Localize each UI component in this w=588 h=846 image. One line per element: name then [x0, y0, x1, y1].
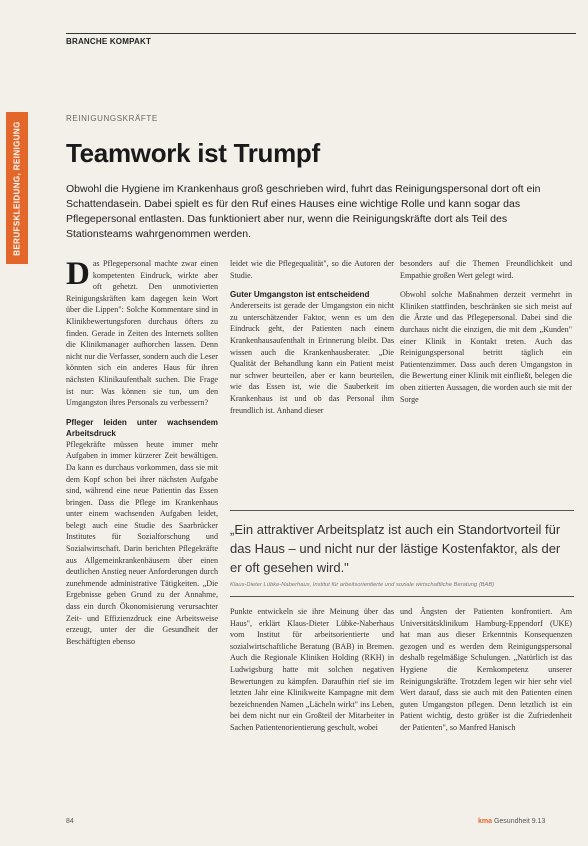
pull-quote: „Ein attraktiver Arbeitsplatz ist auch ein Standortvorteil für das Haus – und nicht nur der lästige Kostenfaktor, als der er oft gesehen wird."	[230, 522, 561, 575]
subheading: Guter Umgangston ist entscheidend	[230, 290, 370, 300]
magazine-logo: kma	[478, 818, 493, 825]
paragraph: Andererseits ist gerade der Umgangston ein nicht zu unterschätzender Faktor, wenn es um den Eindruck geht, der Patienten nach einem Krankenhausaufenthalt in Erinnerung bleibt. Das wissen auch die Krankenhausberater. „Die Qualität der Behandlung kann ein Patient meist nur schwer beurteilen, aber er kann beurteilen, wie das Essen ist, wie die Sauberkeit im Krankenhaus ist und ob das Personal ihm freundlich ist. Anhand dieser	[230, 301, 394, 415]
body-column-2-top	[230, 258, 394, 496]
paragraph: leidet wie die Pflegequalität", so die Autoren der Studie.	[230, 259, 394, 280]
body-column-3-top	[400, 258, 572, 496]
body-column-1	[66, 258, 218, 818]
article-kicker: REINIGUNGSKRÄFTE	[66, 114, 158, 123]
drop-cap: D	[66, 258, 90, 292]
article-title: Teamwork ist Trumpf	[66, 138, 320, 168]
issue-label: Gesundheit 9.13	[493, 818, 546, 825]
subheading: Pfleger leiden unter wachsendem Arbeitsdruck	[66, 417, 218, 438]
side-tab-label: BERUFSKLEIDUNG, REINIGUNG	[12, 120, 22, 256]
paragraph: Punkte entwickeln sie ihre Meinung über das Haus", erklärt Klaus-Dieter Lübke-Naberhaus vom Institut für arbeitsorientierte und sozialwirtschaftliche Beratung (BAB) in Bremen. Auch die Regionale Kliniken Holding (RKH) in Ludwigsburg hatte mit solchen negativen Bewertungen zu kämpfen. Daraufhin rief sie im letzten Jahr eine Klinikweite Kampagne mit dem bezeichnenden Namen „Lächeln wirkt" ins Leben, bei dem nicht nur ein Großteil der Mitarbeiter in Sachen Patientenorientierung geschult, wobei	[230, 607, 394, 732]
side-section-tab	[6, 112, 28, 264]
footer-magazine	[478, 818, 545, 825]
article-lead: Obwohl die Hygiene im Krankenhaus groß geschrieben wird, fuhrt das Reinigungspersonal dort oft ein Schattendasein. Dabei spielt es für den Ruf eines Hauses eine wichtige Rolle und kann sogar das Pflegepersonal entlasten. Das funktioniert aber nur, wenn die Reinigungskräfte dort als Teil des Stationsteams wahrgenommen werden.	[66, 183, 541, 240]
header-rule	[66, 33, 576, 34]
pull-quote-rule-top	[230, 510, 574, 511]
pull-quote-rule-bottom	[230, 596, 574, 597]
pull-quote-credit: Klaus-Dieter Lübke-Naberhaus, Institut für arbeitsorientierte und soziale wirtschaftliche Beratung (BAB)	[230, 582, 495, 588]
paragraph-text: as Pflegepersonal machte zwar einen kompetenten Eindruck, wirkte aber oft gehetzt. Den unmotivierten Reinigungskräften kam dagegen kein Wort über die Lippen": Solche Kommentare sind in Klinikbewertungsforen durchaus öfters zu finden. Gerade in Zeiten des Internets sollten die Klinikmanager aufhorchen lassen. Denn nicht nur die Verfasser, sondern auch die Leser könnten sich ein anderes Haus für ihren nächsten Klinikaufenthalt suchen. Die Frage ist nur: Was können sie tun, um den Umgangston ihres Personals zu verbessern?	[66, 259, 218, 408]
paragraph: Pflegekräfte müssen heute immer mehr Aufgaben in immer kürzerer Zeit bewältigen. Da kann es durchaus vorkommen, dass sie mit dem Kopf schon bei ihrer nächsten Aufgabe sind, während eine neue Patientin das Essen bringen. Dass die Pflege im Krankenhaus unter einem wachsenden Aufgaben leidet, belegt auch eine Studie des Saarbrücker Institutes für Sozialforschung und Sozialwirtschaft. Darin berichten Pflegekräfte aus Allgemeinkrankenhäusern über einen deutlichen Anstieg neuer Anforderungen durch zunehmende administrative Tätigkeiten. „Die Ergebnisse geben Grund zu der Annahme, dass ein durch Ökonomisierung verursachter Zeit- und Effizienzdruck eine Arbeitsweise erzeugt, unter der die Gesundheit der Beschäftigten ebenso	[66, 439, 218, 646]
paragraph: besonders auf die Themen Freundlichkeit und Empathie großen Wert gelegt wird.	[400, 259, 572, 280]
body-column-2-bottom	[230, 606, 394, 806]
paragraph	[66, 258, 218, 409]
paragraph: und Ängsten der Patienten konfrontiert. Am Universitätsklinikum Hamburg-Eppendorf (UKE) hat man aus dieser Erkenntnis Konsequenzen gezogen und es werden dem Reinigungspersonal deshalb regelmäßige Schulungen. „Natürlich ist das Hygiene die Kernkompetenz unserer Reinigungskräfte. Trotzdem legen wir hier sehr viel Wert darauf, dass sie auch mit den Patienten einen guten Umgangston pflegen. Denn letztlich ist ein Patient wichtig, desto größer ist die Zufriedenheit der Patienten", so Manfred Hanisch	[400, 607, 572, 732]
paragraph: Obwohl solche Maßnahmen derzeit vermehrt in Kliniken stattfinden, beschränken sie sich meist auf die Ärzte und das Pflegepersonal. Dabei sind die durchaus nicht die einzigen, die mit dem „Kunden" einer Klinik in Kontakt treten. Auch das Reinigungspersonal betritt täglich ein Patientenzimmer. Dass auch deren Umgangston in die Bewertung einer Klinik mit einfließt, belegen die oben zitierten Aussagen, die worden auch sie mit der Sorge	[400, 290, 572, 404]
page-number: 84	[66, 818, 74, 825]
section-header: BRANCHE KOMPAKT	[66, 37, 152, 46]
body-column-3-bottom	[400, 606, 572, 806]
